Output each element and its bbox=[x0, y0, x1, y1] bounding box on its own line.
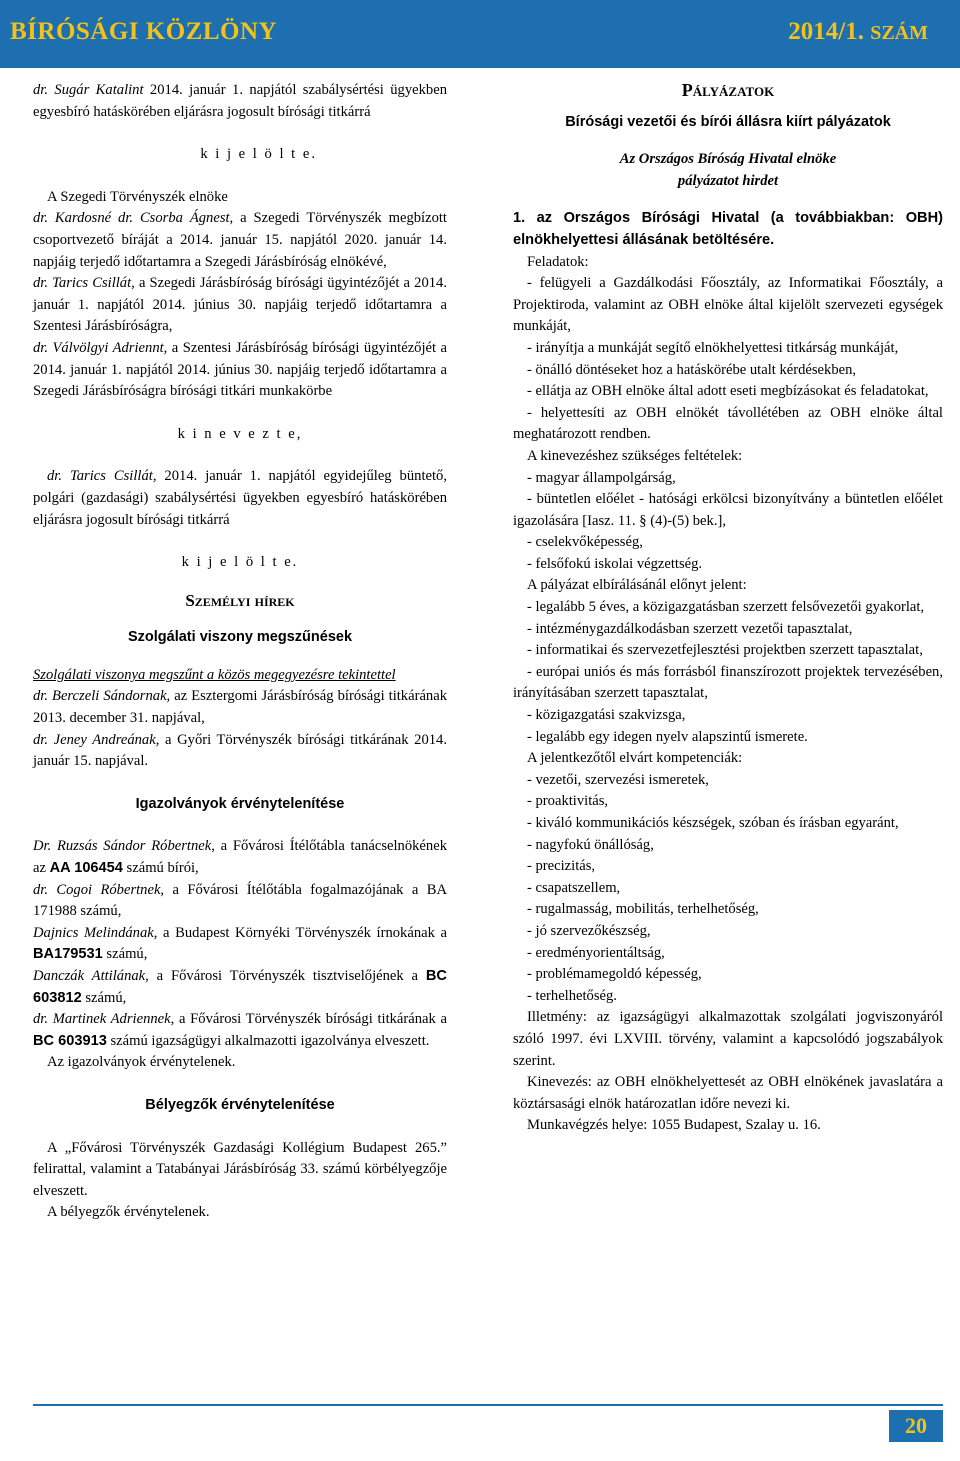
paragraph bbox=[33, 686, 447, 729]
person-name: Dr. Ruzsás Sándor Róbertnek, bbox=[33, 838, 215, 855]
person-name: dr. Kardosné dr. Csorba Ágnest, bbox=[33, 210, 234, 227]
page-number: 20 bbox=[889, 1410, 943, 1442]
paragraph-text: a Fővárosi Ítélőtábla tanácselnökének az bbox=[33, 838, 447, 877]
subheading: Szolgálati viszonya megszűnt a közös megegyezésre tekintettel bbox=[33, 666, 396, 683]
list-item: - terhelhetőség. bbox=[527, 987, 617, 1004]
paragraph: Az igazolványok érvénytelenek. bbox=[47, 1054, 236, 1071]
paragraph-text: a Szegedi Törvényszék megbízott csoportvezető bíráját a 2014. január 15. napjától 2020. január 14. napjáig terjedő időtartamra a Szegedi Járásbíróság elnökévé, bbox=[33, 210, 447, 270]
list-item: - vezetői, szervezési ismeretek, bbox=[527, 771, 709, 788]
person-name: dr. Sugár Katalint bbox=[33, 82, 144, 98]
paragraph-text: az Esztergomi Járásbíróság bírósági titkárának 2013. december 31. napjával, bbox=[33, 688, 447, 727]
footer-rule bbox=[33, 1404, 943, 1406]
szolgalati-heading: Szolgálati viszony megszűnések bbox=[127, 629, 353, 646]
paragraph-text: számú igazságügyi alkalmazotti igazolványa elveszett. bbox=[106, 1032, 430, 1049]
list-item: - informatikai és szervezetfejlesztési projektben szerzett tapasztalat, bbox=[527, 642, 923, 659]
issue-number bbox=[788, 18, 928, 46]
kinevezes-info: Kinevezés: az OBH elnökhelyettesét az OBH elnökének javaslatára a köztársasági elnök határozatlan időre nevezi ki. bbox=[513, 1074, 943, 1112]
paragraph bbox=[33, 966, 447, 1009]
paragraph bbox=[33, 880, 447, 923]
list-item: - felügyeli a Gazdálkodási Főosztály, az Informatikai Főosztály, a Projektiroda, valamint az OBH elnöke által kijelölt szervezeti egységek munkáját, bbox=[513, 275, 943, 335]
list-item: - helyettesíti az OBH elnökét távollétében az OBH elnöke által meghatározott rendben. bbox=[513, 404, 943, 443]
palyazatok-subtitle: Bírósági vezetői és bírói állásra kiírt pályázatok bbox=[565, 113, 891, 130]
hirdet-line-2: pályázatot hirdet bbox=[677, 172, 779, 189]
person-name: dr. Martinek Adriennek, bbox=[33, 1011, 175, 1028]
header-bar bbox=[0, 0, 960, 68]
palyazatok-heading: Pályázatok bbox=[681, 80, 775, 100]
list-item: - ellátja az OBH elnöke által adott eseti megbízásokat és feladatokat, bbox=[527, 383, 929, 400]
list-item: - kiváló kommunikációs készségek, szóban és írásban egyaránt, bbox=[527, 815, 899, 831]
id-code: BC 603913 bbox=[33, 1032, 107, 1049]
list-item: - csapatszellem, bbox=[527, 879, 621, 896]
kompetencia-label: A jelentkezőtől elvárt kompetenciák: bbox=[527, 750, 743, 767]
paragraph bbox=[33, 466, 447, 531]
list-item: - jó szervezőkészség, bbox=[527, 922, 651, 939]
issue-main: 2014/1. bbox=[788, 18, 871, 45]
person-name: dr. Tarics Csillát, bbox=[47, 468, 157, 485]
kijelolte-2: k i j e l ö l t e. bbox=[181, 554, 299, 571]
list-item: - felsőfokú iskolai végzettség. bbox=[527, 555, 703, 572]
list-item: - problémamegoldó képesség, bbox=[527, 966, 702, 983]
list-item: - rugalmasság, mobilitás, terhelhetőség, bbox=[527, 901, 759, 918]
left-column bbox=[33, 80, 447, 1224]
paragraph-text: 2014. január 1. napjától szabálysértési ügyekben egyesbíró hatáskörében eljárásra jogosult bírósági titkárrá bbox=[33, 82, 447, 120]
right-column bbox=[513, 80, 943, 1137]
kozos-megegyezes bbox=[33, 665, 447, 687]
list-item: - cselekvőképesség, bbox=[527, 534, 643, 551]
person-name: dr. Berczeli Sándornak, bbox=[33, 688, 171, 705]
person-name: dr. Jeney Andreának, bbox=[33, 731, 160, 748]
paragraph bbox=[33, 836, 447, 879]
list-item: - precizitás, bbox=[527, 858, 596, 875]
paragraph bbox=[33, 730, 447, 773]
id-code: BA179531 bbox=[33, 946, 103, 963]
kinevezes-label: A kinevezéshez szükséges feltételek: bbox=[527, 447, 743, 464]
paragraph-text: számú bírói, bbox=[122, 860, 199, 877]
section-heading-szeged: A Szegedi Törvényszék elnöke bbox=[47, 188, 228, 205]
list-item: - nagyfokú önállóság, bbox=[527, 836, 654, 853]
paragraph: A bélyegzők érvénytelenek. bbox=[47, 1204, 210, 1221]
munkavegzes-helye: Munkavégzés helye: 1055 Budapest, Szalay u. 16. bbox=[527, 1117, 821, 1134]
paragraph-text: számú, bbox=[102, 946, 148, 963]
journal-title: BÍRÓSÁGI KÖZLÖNY bbox=[10, 18, 278, 45]
paragraph-text: 2014. január 1. napjától egyidejűleg büntető, polgári (gazdasági) szabálysértési ügyekben egyesbíró hatáskörében eljárásra jogosult bírósági titkárrá bbox=[33, 468, 447, 528]
feladatok-label: Feladatok: bbox=[527, 253, 589, 270]
issue-label: SZÁM bbox=[870, 22, 928, 44]
paragraph-text: a Budapest Környéki Törvényszék írnokának a bbox=[157, 924, 447, 941]
paragraph bbox=[33, 923, 447, 966]
paragraph-text: a Fővárosi Törvényszék bírósági titkárának a bbox=[174, 1011, 447, 1028]
list-item: - legalább 5 éves, a közigazgatásban szerzett felsővezetői gyakorlat, bbox=[527, 599, 925, 616]
person-name: dr. Tarics Csillát, bbox=[33, 275, 135, 292]
paragraph bbox=[33, 338, 447, 403]
item-1: 1. az Országos Bírósági Hivatal (a továbbiakban: OBH) elnökhelyettesi állásának betöltésére. bbox=[513, 210, 943, 248]
person-name: dr. Cogoi Róbertnek, bbox=[33, 881, 165, 898]
person-name: dr. Válvölgyi Adriennt, bbox=[33, 339, 168, 356]
list-item: - irányítja a munkáját segítő elnökhelyettesi titkárság munkáját, bbox=[527, 339, 899, 356]
paragraph-text: a Fővárosi Ítélőtábla fogalmazójának a BA 171988 számú, bbox=[33, 881, 447, 920]
person-name: Danczák Attilának, bbox=[33, 968, 149, 984]
paragraph bbox=[33, 273, 447, 338]
list-item: - eredményorientáltság, bbox=[527, 944, 665, 961]
igazolvanyok-heading: Igazolványok érvénytelenítése bbox=[135, 795, 345, 812]
list-item: - legalább egy idegen nyelv alapszintű ismerete. bbox=[527, 728, 808, 745]
paragraph-text: a Szegedi Járásbíróság bírósági ügyintézőjét a 2014. január 1. napjától 2014. június 30. napjáig terjedő időtartamra a Szentesi Járásbíróságra, bbox=[33, 275, 447, 335]
person-name: Dajnics Melindának, bbox=[33, 924, 158, 941]
list-item: - büntetlen előélet - hatósági erkölcsi bizonyítvány a büntetlen előélet igazolására [Iasz. 11. § (4)-(5) bek.], bbox=[513, 491, 943, 529]
kijelolte-1: k i j e l ö l t e. bbox=[200, 146, 317, 163]
list-item: - magyar állampolgárság, bbox=[527, 469, 676, 486]
list-item: - európai uniós és más forrásból finanszírozott projektek tervezésében, irányításában szerzett tapasztalat, bbox=[513, 663, 943, 702]
list-item: - intézménygazdálkodásban szerzett vezetői tapasztalat, bbox=[527, 620, 853, 637]
paragraph-text: számú, bbox=[81, 989, 127, 1006]
paragraph bbox=[33, 208, 447, 273]
list-item: - proaktivitás, bbox=[527, 793, 609, 810]
paragraph bbox=[33, 80, 447, 123]
paragraph: A „Fővárosi Törvényszék Gazdasági Kollégium Budapest 265.” felirattal, valamint a Tatabányai Járásbíróság 33. számú körbélyegzője elveszett. bbox=[33, 1139, 447, 1199]
szemelyi-hirek-heading: Személyi hírek bbox=[185, 590, 295, 610]
paragraph-text: a Fővárosi Törvényszék tisztviselőjének a bbox=[148, 968, 426, 984]
belyegzok-heading: Bélyegzők érvénytelenítése bbox=[145, 1096, 335, 1113]
elony-label: A pályázat elbírálásánál előnyt jelent: bbox=[527, 577, 747, 594]
id-code: BC 603812 bbox=[33, 968, 447, 1006]
paragraph-text: a Szentesi Járásbíróság bírósági ügyintézőjét a 2014. január 1. napjától 2014. június 30. napjáig terjedő időtartamra a Szegedi Járásbíróságra bírósági titkári munkakörbe bbox=[33, 339, 447, 400]
id-code: AA 106454 bbox=[49, 860, 123, 877]
kinevezte: k i n e v e z t e, bbox=[177, 425, 303, 442]
paragraph bbox=[33, 1009, 447, 1052]
illetmeny: Illetmény: az igazságügyi alkalmazottak szolgálati jogviszonyáról szóló 1997. évi LXVIII. törvény, valamint a kapcsolódó jogszabályok szerint. bbox=[513, 1009, 943, 1069]
list-item: - közigazgatási szakvizsga, bbox=[527, 707, 686, 724]
list-item: - önálló döntéseket hoz a hatáskörébe utalt kérdésekben, bbox=[527, 361, 857, 378]
paragraph-text: a Győri Törvényszék bírósági titkárának 2014. január 15. napjával. bbox=[33, 731, 447, 770]
hirdet-line-1: Az Országos Bíróság Hivatal elnöke bbox=[619, 151, 837, 168]
